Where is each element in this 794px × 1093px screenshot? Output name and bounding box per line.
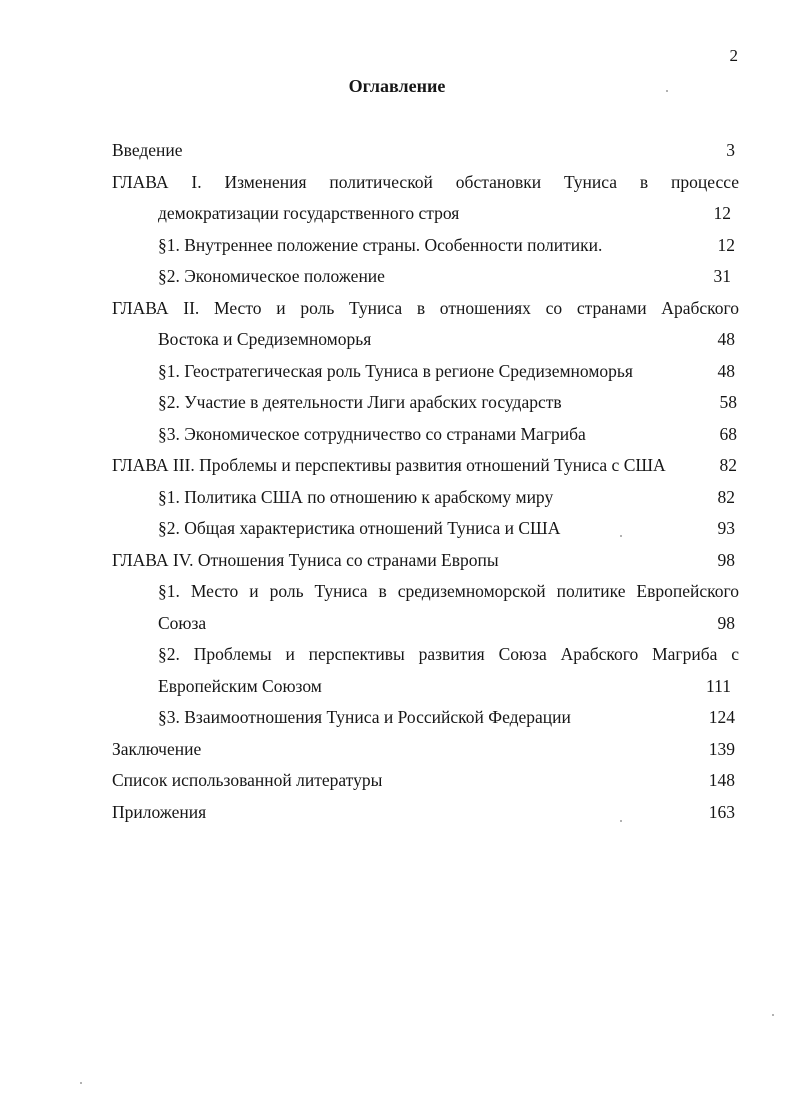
toc-entry-ch3-section-2	[112, 513, 739, 545]
toc-entry-appendices	[112, 797, 739, 829]
toc-page-number: 3	[726, 140, 735, 160]
scan-speck	[80, 1082, 82, 1084]
toc-page-number: 31	[713, 266, 731, 286]
scan-speck	[620, 535, 622, 537]
toc-label-continued: Союза	[158, 612, 207, 633]
toc-label: Заключение	[112, 738, 202, 759]
toc-label: §1. Внутреннее положение страны. Особенности политики.	[158, 234, 603, 255]
toc-page-number: 98	[717, 549, 735, 570]
toc-label: Приложения	[112, 801, 207, 822]
toc-entry-conclusion	[112, 734, 739, 766]
toc-page-number: 148	[708, 770, 735, 790]
toc-entry-ch4-section-3	[112, 702, 739, 734]
toc-page-number: 82	[719, 455, 737, 475]
scan-speck	[620, 820, 622, 822]
toc-page-number: 12	[713, 203, 731, 223]
toc-entry-chapter-2	[112, 293, 739, 356]
toc-entry-chapter-4	[112, 545, 739, 577]
toc-label: §2. Общая характеристика отношений Туниса и США	[158, 518, 561, 538]
toc-label-continued: Европейским Союзом	[158, 675, 322, 696]
toc-page-number: 58	[719, 392, 737, 412]
toc-entry-chapter-3	[112, 450, 739, 482]
table-of-contents	[112, 135, 739, 828]
toc-label: ГЛАВА I. Изменения политической обстановки Туниса в процессе	[112, 171, 739, 192]
toc-entry-ch2-section-2	[112, 387, 739, 419]
toc-label: §1. Геостратегическая роль Туниса в регионе Средиземноморья	[158, 360, 633, 381]
toc-label: §2. Проблемы и перспективы развития Союза Арабского Магриба с	[158, 644, 739, 664]
toc-label: Список использованной литературы	[112, 770, 383, 790]
toc-entry-ch1-section-1	[112, 230, 739, 262]
toc-page-number: 68	[719, 423, 737, 444]
toc-label: ГЛАВА IV. Отношения Туниса со странами Европы	[112, 549, 499, 570]
toc-page-number: 93	[717, 518, 735, 538]
toc-entry-ch2-section-1	[112, 356, 739, 388]
toc-label: §2. Экономическое положение	[158, 266, 385, 286]
scan-speck	[772, 1014, 774, 1016]
page-title: Оглавление	[348, 76, 446, 96]
toc-label: ГЛАВА II. Место и роль Туниса в отношениях со странами Арабского	[112, 297, 739, 318]
toc-entry-ch1-section-2	[112, 261, 739, 293]
toc-page-number: 48	[717, 360, 735, 381]
toc-label: §1. Политика США по отношению к арабскому миру	[158, 486, 554, 507]
scan-speck	[666, 90, 668, 92]
toc-page-number: 111	[706, 675, 731, 696]
toc-label: §3. Экономическое сотрудничество со странами Магриба	[158, 423, 586, 444]
toc-page-number: 82	[717, 486, 735, 507]
toc-page-number: 98	[717, 612, 735, 633]
toc-label: §1. Место и роль Туниса в средиземноморской политике Европейского	[158, 581, 739, 601]
toc-entry-chapter-1	[112, 167, 739, 230]
toc-entry-ch2-section-3	[112, 419, 739, 451]
toc-entry-ch4-section-1	[112, 576, 739, 639]
toc-page-number: 124	[708, 707, 735, 727]
toc-entry-ch3-section-1	[112, 482, 739, 514]
toc-label: Введение	[112, 140, 183, 160]
toc-entry-bibliography	[112, 765, 739, 797]
toc-label: ГЛАВА III. Проблемы и перспективы развития отношений Туниса с США	[112, 455, 666, 475]
toc-page-number: 48	[717, 329, 735, 349]
toc-label-continued: демократизации государственного строя	[158, 203, 460, 223]
toc-entry-ch4-section-2	[112, 639, 739, 702]
toc-page-number: 163	[708, 801, 735, 822]
toc-page-number: 12	[717, 234, 735, 255]
toc-page-number: 139	[708, 738, 735, 759]
toc-label-continued: Востока и Средиземноморья	[158, 329, 372, 349]
page-number: 2	[729, 46, 738, 65]
toc-label: §3. Взаимоотношения Туниса и Российской Федерации	[158, 707, 571, 727]
toc-entry-intro	[112, 135, 739, 167]
toc-label: §2. Участие в деятельности Лиги арабских государств	[158, 392, 562, 412]
